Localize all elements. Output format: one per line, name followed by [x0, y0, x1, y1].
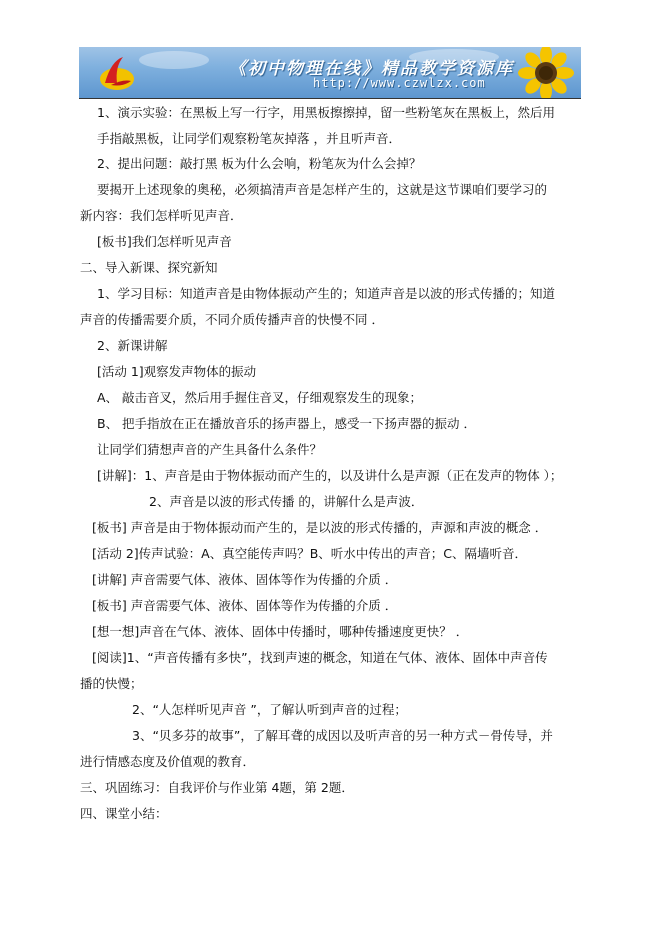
section-heading: 四、课堂小结：	[80, 806, 168, 821]
text-line: [讲解] 声音需要气体、液体、固体等作为传播的介质 ．	[92, 572, 398, 587]
banner-title: 《初中物理在线》精品教学资源库	[229, 59, 514, 79]
text-line: 新内容：我们怎样听见声音．	[80, 208, 243, 223]
site-logo-icon	[97, 53, 137, 93]
banner-url: http://www.czwlzx.com	[313, 76, 486, 90]
text-line: A、 敲击音叉，然后用手握住音叉，仔细观察发生的现象；	[97, 390, 423, 405]
sunflower-icon	[511, 47, 581, 98]
text-line: 让同学们猜想声音的产生具备什么条件？	[97, 442, 323, 457]
text-line: 2、声音是以波的形式传播 的，讲解什么是声波．	[149, 494, 424, 509]
text-line: 要揭开上述现象的奥秘，必须搞清声音是怎样产生的，这就是这节课咱们要学习的	[97, 182, 548, 197]
text-line: 1、演示实验：在黑板上写一行字，用黑板擦擦掉，留一些粉笔灰在黑板上，然后用	[97, 105, 555, 120]
text-line: [板书] 声音是由于物体振动而产生的，是以波的形式传播的，声源和声波的概念 ．	[92, 520, 548, 535]
text-line: 2、提出问题：敲打黑 板为什么会响，粉笔灰为什么会掉？	[97, 156, 422, 171]
text-line: 2、新课讲解	[97, 338, 168, 353]
text-line: 手指敲黑板，让同学们观察粉笔灰掉落 ，并且听声音．	[97, 131, 401, 146]
text-line: [阅读]1、“声音传播有多快”，找到声速的概念，知道在气体、液体、固体中声音传	[92, 650, 548, 665]
section-heading: 三、巩固练习：自我评价与作业第 4题，第 2题．	[80, 780, 354, 795]
text-line: 播的快慢；	[80, 676, 143, 691]
text-line: 2、“人怎样听见声音 ”，了解认听到声音的过程；	[132, 702, 407, 717]
text-line: 进行情感态度及价值观的教育．	[80, 754, 256, 769]
text-line: [板书]我们怎样听见声音	[97, 234, 232, 249]
text-line: B、 把手指放在正在播放音乐的扬声器上，感受一下扬声器的振动 ．	[97, 416, 477, 431]
text-line: [想一想]声音在气体、液体、固体中传播时，哪种传播速度更快？ ．	[92, 624, 469, 639]
text-line: [板书] 声音需要气体、液体、固体等作为传播的介质 ．	[92, 598, 398, 613]
cloud-decoration	[139, 51, 209, 69]
header-divider	[79, 98, 581, 99]
text-line: [活动 1]观察发声物体的振动	[97, 364, 257, 379]
text-line: [活动 2]传声试验：A、真空能传声吗？B、听水中传出的声音；C、隔墙听音．	[92, 546, 528, 561]
text-line: 声音的传播需要介质，不同介质传播声音的快慢不同 ．	[80, 312, 384, 327]
text-line: 1、学习目标：知道声音是由物体振动产生的；知道声音是以波的形式传播的；知道	[97, 286, 555, 301]
section-heading: 二、导入新课、探究新知	[80, 260, 218, 275]
text-line: 3、“贝多芬的故事”，了解耳聋的成因以及听声音的另一种方式－骨传导，并	[132, 728, 553, 743]
header-banner	[79, 47, 581, 98]
text-line: [讲解]：1、声音是由于物体振动而产生的，以及讲什么是声源（正在发声的物体 ）；	[97, 468, 563, 483]
